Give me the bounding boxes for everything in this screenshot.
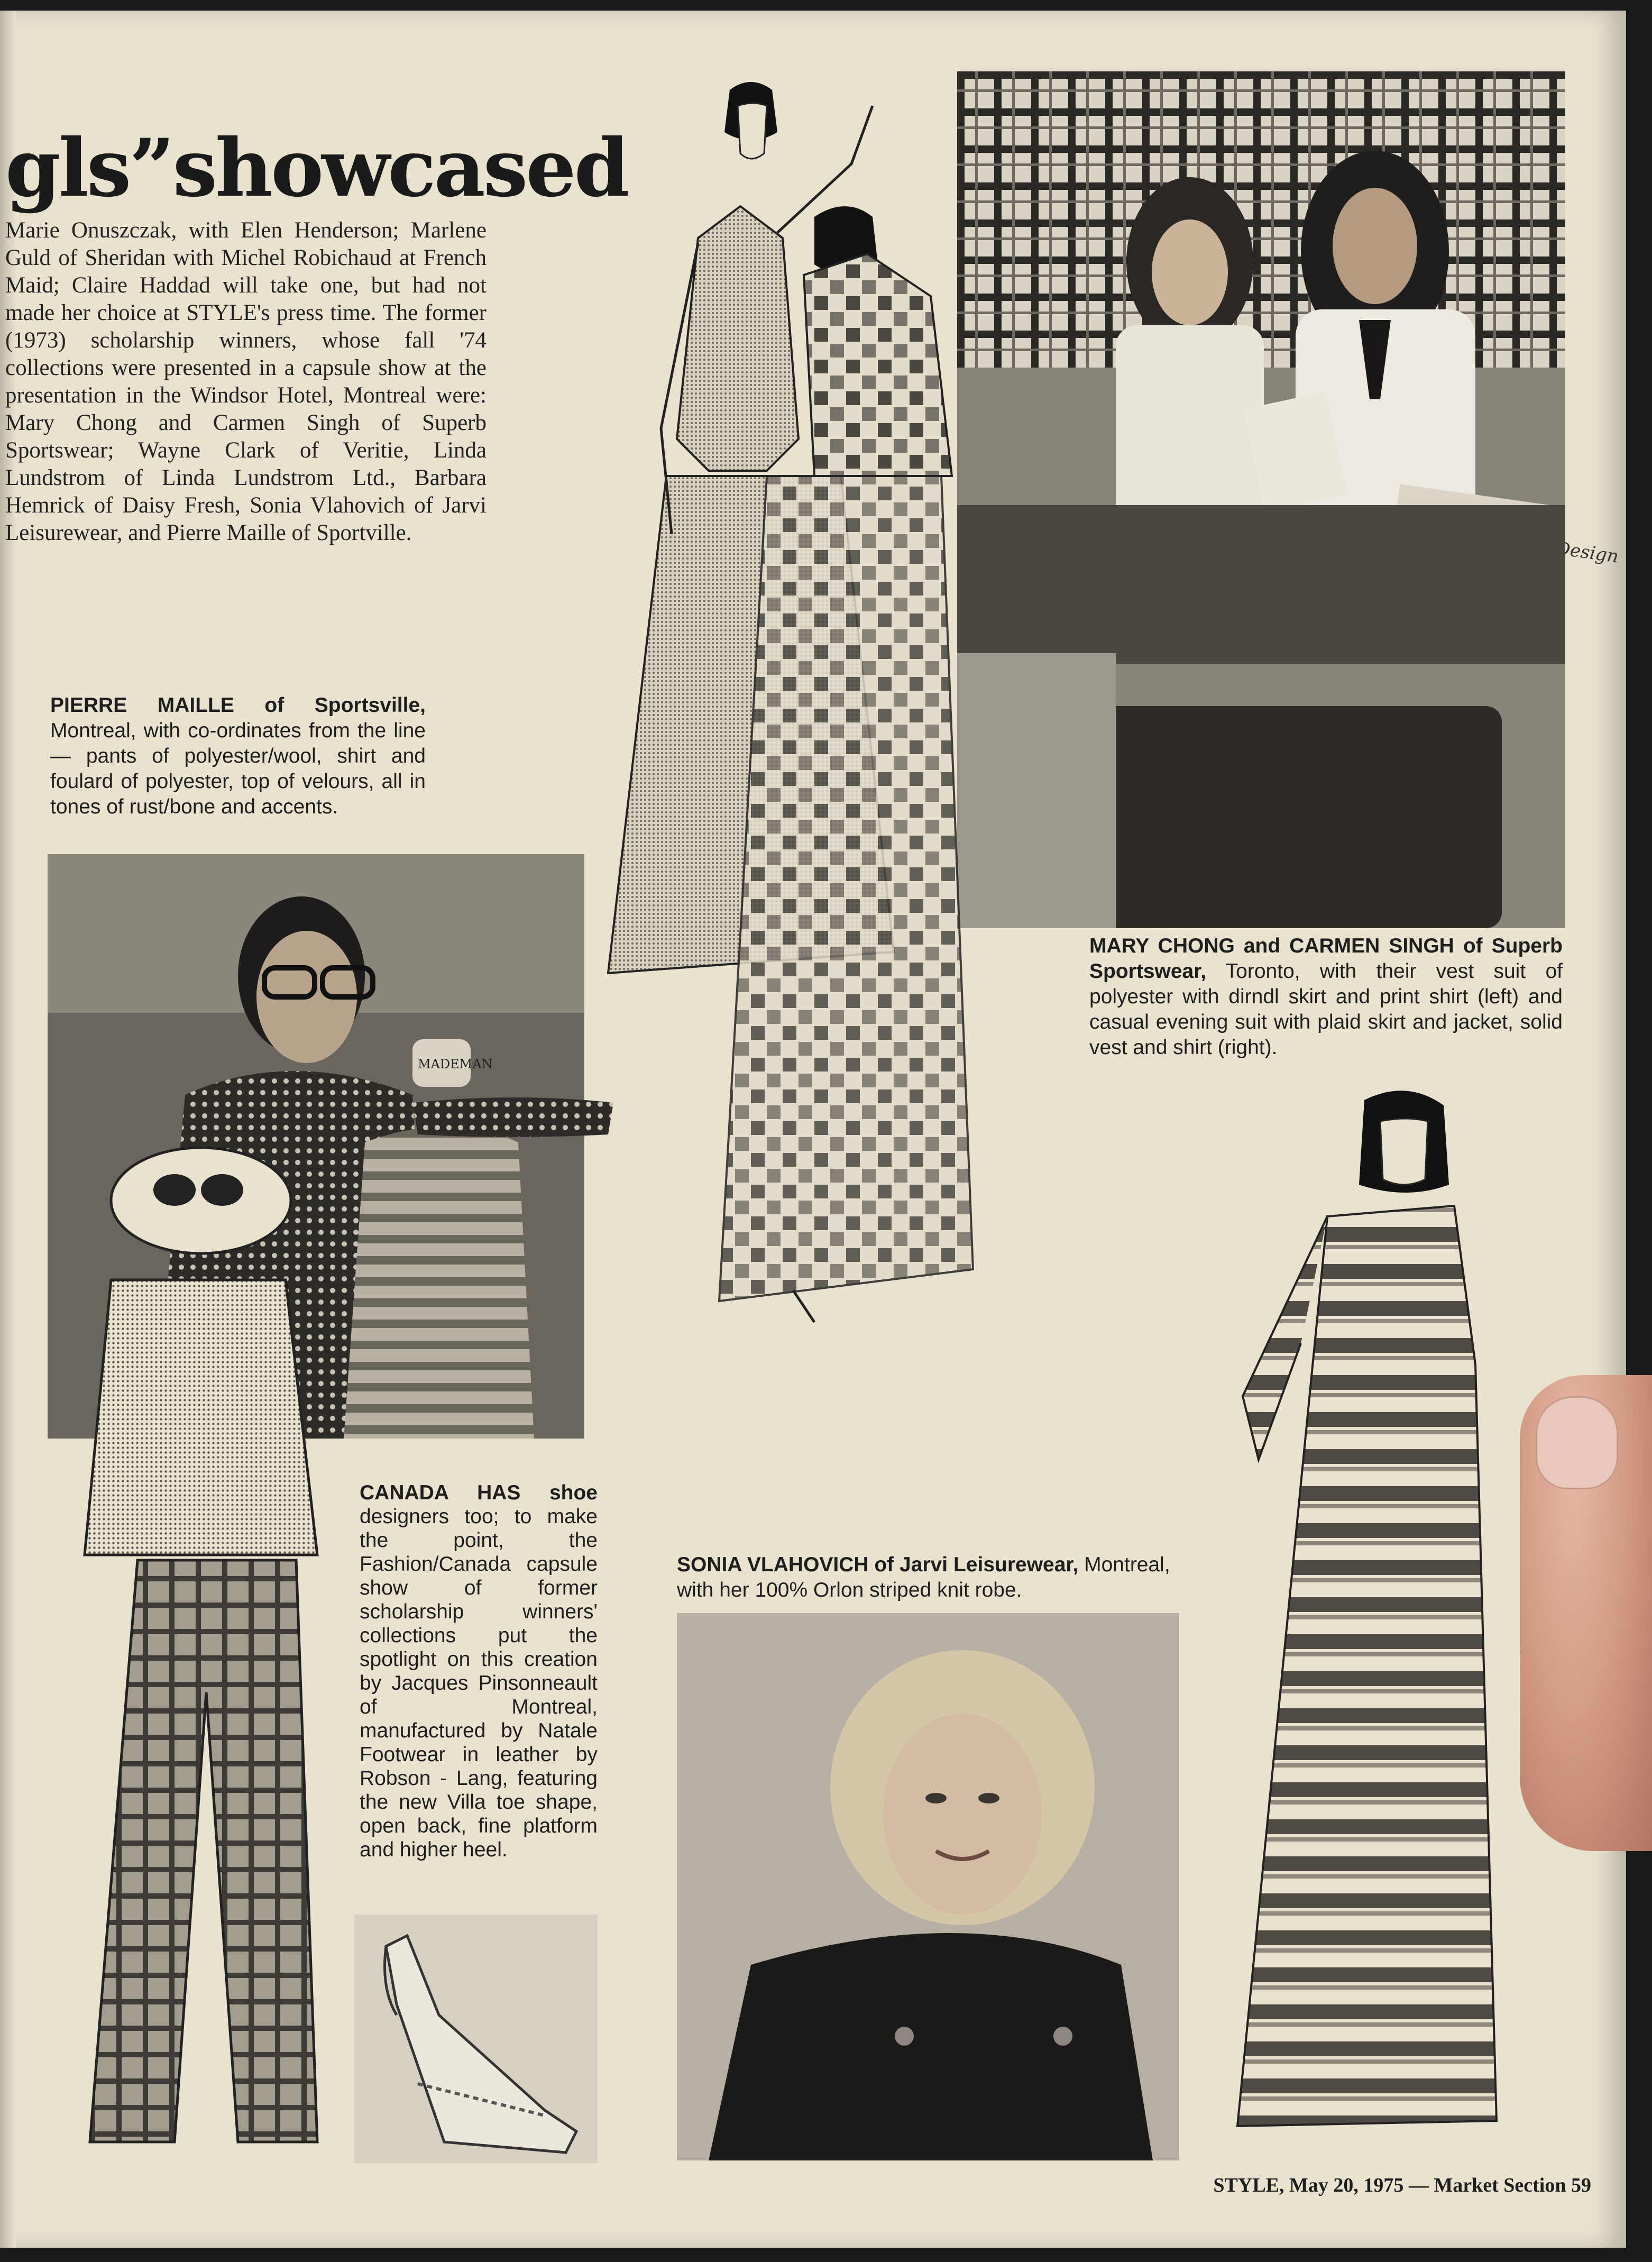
caption-canada-shoe-lead: CANADA HAS shoe [360, 1481, 598, 1504]
caption-sonia-vlahovich-body: Montreal, with her 100% Orlon striped knit robe. [677, 1553, 1170, 1601]
photo-mary-chong-carmen-singh [957, 71, 1620, 928]
photo-villa-shoe [354, 1915, 598, 2163]
sketch-drawing [529, 74, 920, 1359]
sketch-striped-robe [1100, 1079, 1502, 2163]
note-card-text: Design [1554, 537, 1620, 567]
sketch-vest-suit-dirndl [529, 74, 920, 1359]
intro-paragraph [5, 217, 487, 547]
sketch-pant-suit [63, 1127, 360, 2163]
thumbnail-nail [1536, 1396, 1618, 1489]
caption-mary-chong-lead: MARY CHONG and CARMEN SINGH of Superb Sportswear, [1089, 935, 1563, 983]
caption-canada-shoe-body: designers too; to make the point, the Fashion/Canada capsule show of former scholarship winners' collections put the spotlight on this creation by Jacques Pinsonneault of Montreal, manufactured by Natale Footwear in leather by Robson - Lang, featuring the new Villa toe shape, open back, fine platform and higher heel. [360, 1505, 598, 1861]
shoe-illustration [354, 1915, 598, 2163]
caption-pierre-maille [50, 693, 426, 820]
sketch-drawing [63, 1127, 360, 2163]
caption-mary-chong-body: Toronto, with their vest suit of polyester with dirndl skirt and print shirt (left) and casual evening suit with plaid skirt and jacket, solid vest and shirt (right). [1089, 960, 1563, 1059]
page-footer: STYLE, May 20, 1975 — Market Section 59 [1213, 2174, 1591, 2196]
photo-scene [957, 71, 1620, 928]
sketch-drawing [1100, 1079, 1502, 2163]
intro-text: Marie Onuszczak, with Elen Henderson; Marlene Guld of Sheridan with Michel Robichaud at French Maid; Claire Haddad will take one, but had not made her choice at STYLE's press time. The former (1973) scholarship winners, whose fall '74 collections were presented in a capsule show at the presentation in the Windsor Hotel, Montreal were: Mary Chong and Carmen Singh of Superb Sportswear; Wayne Clark of Veritie, Linda Lundstrom of Linda Lundstrom Ltd., Barbara Hemrick of Daisy Fresh, Sonia Vlahovich of Jarvi Leisurewear, and Pierre Maille of Sportville. [5, 218, 487, 545]
caption-sonia-vlahovich-lead: SONIA VLAHOVICH of Jarvi Leisurewear, [677, 1553, 1079, 1576]
caption-pierre-maille-lead: PIERRE MAILLE of Sportsville, [50, 694, 426, 717]
photographer-thumb [1520, 1375, 1652, 1851]
caption-canada-shoe [360, 1481, 598, 1862]
mannequin-tag-text: MADEMAN [418, 1057, 493, 1072]
caption-pierre-maille-body: Montreal, with co-ordinates from the line — pants of polyester/wool, shirt and foulard of polyester, top of velours, all in tones of rust/bone and accents. [50, 719, 426, 818]
page-headline: gls”showcased [5, 122, 628, 215]
caption-mary-chong [1089, 933, 1563, 1060]
